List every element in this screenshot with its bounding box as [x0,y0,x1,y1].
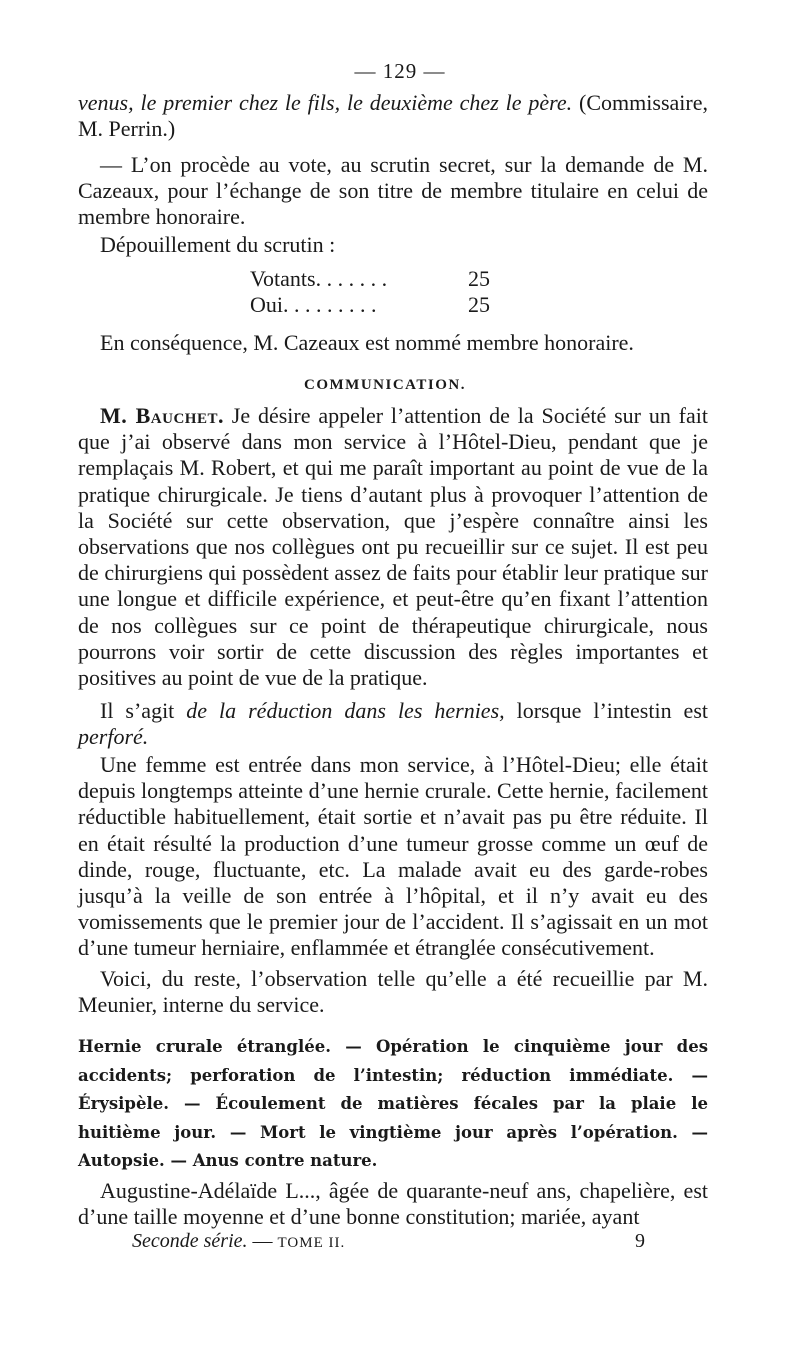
vote-paragraph [78,152,708,231]
scrutin-label: Votants. . . . . . . [250,266,388,291]
scrutin-label: Oui. . . . . . . . . [250,292,377,318]
page-number: — 129 — [354,59,446,83]
observation-title: Hernie crurale étranglée. — Opération le cinquième jour des accidents; perforation de l’intestin; réduction immédiate. — Érysipèle. — Écoulement de matières fécales par la plaie le huitième jour. — Mort le vingtième jour après l’opération. — Autopsie. — Anus contre nature. [78,1037,708,1170]
sagit-middle: lorsque l’intestin est [504,698,708,723]
scrutin-row-votants [250,266,530,292]
sagit-before: Il s’agit [100,698,187,723]
bauchet-paragraph [78,403,708,691]
opening-paragraph [78,90,708,142]
opening-italic: venus, le premier chez le fils, le deuxième chez le père. [78,90,573,115]
augustine-paragraph [78,1178,708,1230]
footer-separator: — [247,1230,278,1252]
sagit-italic-2: perforé. [78,724,149,750]
page-footer [78,1228,708,1254]
footer-series-line [132,1228,345,1256]
scrutin-row-oui [250,292,530,318]
voici-paragraph [78,966,708,1018]
section-title: COMMUNICATION. [304,377,466,393]
scrutin-heading-block [78,232,708,258]
femme-paragraph [78,752,708,962]
speaker-name: M. Bauchet. [100,403,224,428]
scrutin-value: 25 [468,292,490,318]
vote-text: — L’on procède au vote, au scrutin secret, sur la demande de M. Cazeaux, pour l’échange de son titre de membre titulaire en celui de membre honoraire. [78,152,708,230]
scrutin-table [250,266,530,318]
footer-tome: TOME II. [277,1235,346,1251]
sagit-paragraph [78,698,708,750]
scrutin-value: 25 [468,266,490,291]
signature-mark: 9 [635,1230,645,1252]
scrutin-heading: Dépouillement du scrutin : [100,232,336,257]
femme-text: Une femme est entrée dans mon service, à l’Hôtel-Dieu; elle était depuis longtemps atteinte d’une hernie crurale. Cette hernie, facilement réductible habituellement, était sortie et n’avait pas pu être réduite. Il en était résulté la production d’une tumeur grosse comme un œuf de dinde, rouge, fluctuante, etc. La malade avait eu des garde-robes jusqu’à la veille de son entrée à l’hôpital, et il n’y avait eu des vomissements que le premier jour de l’accident. Il s’agissait en un mot d’une tumeur herniaire, enflammée et étranglée consécutivement. [78,752,708,961]
footer-series: Seconde série. [132,1230,248,1252]
consequence-text: En conséquence, M. Cazeaux est nommé membre honoraire. [100,330,634,355]
bauchet-text: Je désire appeler l’attention de la Société sur un fait que j’ai observé dans mon service à l’Hôtel-Dieu, pendant que je remplaçais M. Robert, et qui me paraît important au point de vue de la pratique chirurgicale. Je tiens d’autant plus à provoquer l’attention de la Société sur cette observation, que j’espère connaître ainsi les observations que nos collègues ont pu recueillir sur ce sujet. Il est peu de chirurgiens qui possèdent assez de faits pour établir leur pratique sur une longue et difficile expérience, et peut-être qu’en fixant l’attention de nos collègues sur ce point de thérapeutique chirurgicale, nous pourrons voir sortir de cette discussion des règles importantes et positives au point de vue de la pratique. [78,403,708,691]
augustine-text: Augustine-Adélaïde L..., âgée de quarante-neuf ans, chapelière, est d’une taille moyenne et d’une bonne constitution; mariée, ayant [78,1178,708,1230]
opening-rest: (Commissaire, M. Perrin.) [78,90,708,142]
voici-text: Voici, du reste, l’observation telle qu’elle a été recueillie par M. Meunier, interne du service. [78,966,708,1018]
sagit-italic: de la réduction dans les hernies, [186,698,505,723]
consequence-paragraph [78,330,708,356]
